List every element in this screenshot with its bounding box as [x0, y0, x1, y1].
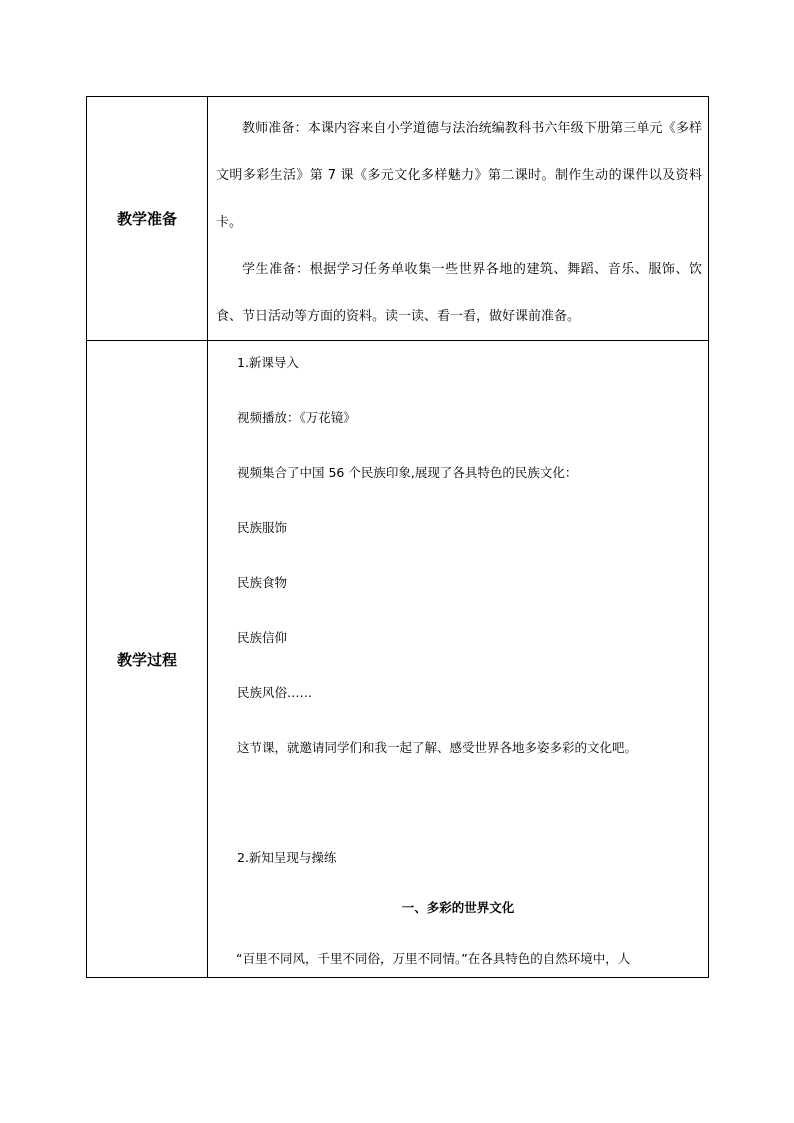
table-row-prep [87, 97, 709, 341]
table-row-process [87, 341, 709, 978]
process-line: 民族服饰 [237, 520, 288, 535]
prep-content [208, 97, 708, 340]
process-line: 视频集合了中国 56 个民族印象,展现了各具特色的民族文化： [237, 465, 578, 480]
prep-label-cell [87, 97, 208, 341]
process-content [208, 341, 708, 977]
process-label-cell [87, 341, 208, 978]
process-line: 视频播放：《万花镜》 [237, 410, 356, 425]
teacher-prep-text: 教师准备：本课内容来自小学道德与法治统编教科书六年级下册第三单元《多样文明多彩生活》第 7 课《多元文化多样魅力》第二课时。制作生动的课件以及资料卡。 [216, 121, 702, 230]
process-line: 民族食物 [237, 575, 288, 590]
prep-content-cell [208, 97, 709, 341]
section-heading-new-knowledge: 2.新知呈现与操练 [237, 850, 337, 865]
process-line: “百里不同风，千里不同俗，万里不同情。”在各具特色的自然环境中，人 [236, 951, 631, 966]
subsection-title: 一、多彩的世界文化 [401, 900, 515, 915]
process-line: 这节课，就邀请同学们和我一起了解、感受世界各地多姿多彩的文化吧。 [237, 740, 638, 755]
process-line: 民族风俗…… [237, 685, 313, 700]
section-heading-intro: 1.新课导入 [237, 355, 299, 370]
process-content-cell [208, 341, 709, 978]
process-label: 教学过程 [116, 650, 177, 669]
student-prep-text: 学生准备：根据学习任务单收集一些世界各地的建筑、舞蹈、音乐、服饰、饮食、节日活动等方面的资料。读一读、看一看，做好课前准备。 [216, 262, 702, 324]
prep-label: 教学准备 [116, 210, 177, 228]
lesson-plan-table [86, 96, 709, 978]
process-line: 民族信仰 [237, 630, 288, 645]
